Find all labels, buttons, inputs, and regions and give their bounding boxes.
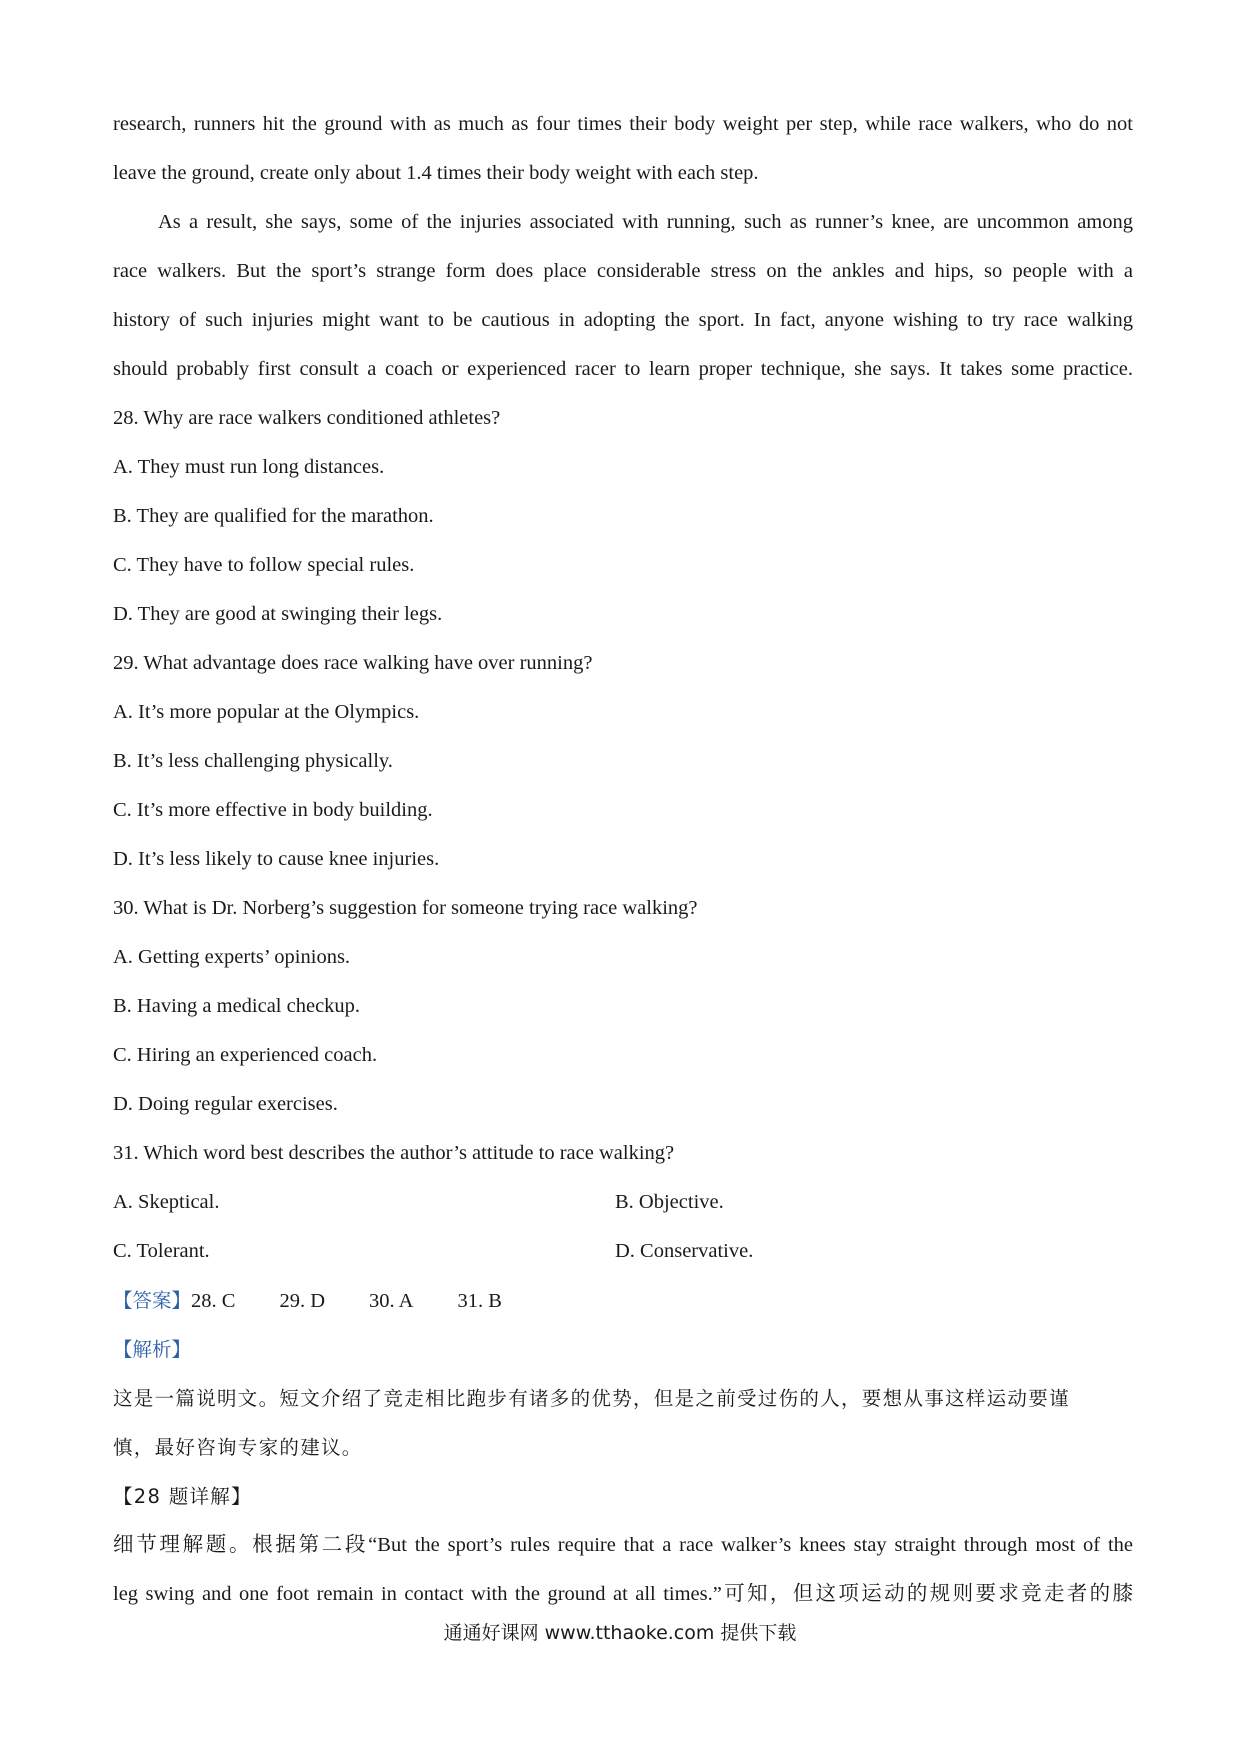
question-option: A. Getting experts’ opinions. [113, 946, 351, 968]
answer-line [113, 1276, 1133, 1325]
passage-line: history of such injuries might want to be cautious in adopting the sport. In fact, anyone wishing to try race walking [113, 309, 1133, 331]
answer-item: 28. C [191, 1290, 236, 1312]
question-option: D. Doing regular exercises. [113, 1093, 338, 1115]
option-row [113, 1227, 1133, 1276]
question-option: D. They are good at swinging their legs. [113, 603, 443, 625]
detail-heading: 【28 题详解】 [113, 1485, 252, 1508]
answer-item: 31. B [457, 1290, 502, 1312]
answer-item: 30. A [369, 1290, 414, 1312]
question-option: C. Hiring an experienced coach. [113, 1044, 378, 1066]
passage-line: As a result, she says, some of the injuries associated with running, such as runner’s knee, are uncommon among [158, 211, 1133, 233]
passage-line: research, runners hit the ground with as much as four times their body weight per step, while race walkers, who do not [113, 113, 1133, 135]
question-option: C. They have to follow special rules. [113, 554, 415, 576]
question-option: A. They must run long distances. [113, 456, 385, 478]
question-stem: 30. What is Dr. Norberg’s suggestion for someone trying race walking? [113, 897, 698, 919]
question-option: A. It’s more popular at the Olympics. [113, 701, 420, 723]
question-option: B. Objective. [615, 1191, 724, 1213]
answer-item: 29. D [279, 1290, 326, 1312]
document-page [113, 100, 1133, 1619]
question-option: B. Having a medical checkup. [113, 995, 361, 1017]
question-stem: 28. Why are race walkers conditioned athletes? [113, 407, 501, 429]
analysis-line: 慎，最好咨询专家的建议。 [113, 1436, 363, 1459]
question-option: B. It’s less challenging physically. [113, 750, 393, 772]
passage-line: leave the ground, create only about 1.4 times their body weight with each step. [113, 162, 759, 184]
analysis-line: 这是一篇说明文。短文介绍了竞走相比跑步有诸多的优势，但是之前受过伤的人，要想从事这样运动要谨 [113, 1387, 1070, 1410]
passage-line: should probably first consult a coach or experienced racer to learn proper technique, she says. It takes some practice. [113, 358, 1133, 380]
question-option: C. It’s more effective in body building. [113, 799, 433, 821]
analysis-heading [113, 1325, 1133, 1374]
question-option: D. It’s less likely to cause knee injuries. [113, 848, 440, 870]
option-row [113, 1178, 1133, 1227]
passage-line: race walkers. But the sport’s strange form does place considerable stress on the ankles and hips, so people with a [113, 260, 1133, 282]
page-footer: 通通好课网 www.tthaoke.com 提供下载 [443, 1622, 797, 1644]
analysis-label: 【解析】 [113, 1338, 192, 1361]
question-option: B. They are qualified for the marathon. [113, 505, 434, 527]
detail-line: leg swing and one foot remain in contact with the ground at all times.”可知，但这项运动的规则要求竞走者的膝 [113, 1583, 1133, 1605]
question-option: A. Skeptical. [113, 1191, 220, 1213]
question-option: D. Conservative. [615, 1240, 754, 1262]
question-option: C. Tolerant. [113, 1240, 210, 1262]
question-stem: 31. Which word best describes the author’s attitude to race walking? [113, 1142, 675, 1164]
question-stem: 29. What advantage does race walking have over running? [113, 652, 593, 674]
answer-label: 【答案】 [113, 1289, 192, 1312]
detail-line: 细节理解题。根据第二段“But the sport’s rules require that a race walker’s knees stay straight through most of the [113, 1534, 1133, 1556]
